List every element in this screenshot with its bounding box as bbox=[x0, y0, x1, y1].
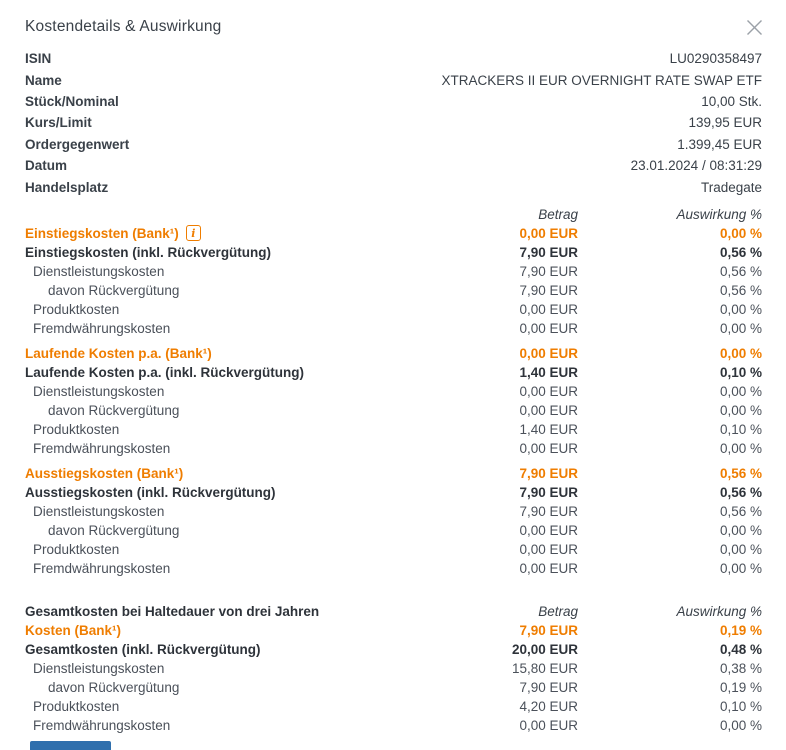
cost-row bbox=[25, 420, 762, 439]
cost-row bbox=[25, 697, 762, 716]
cost-row-label: Dienstleistungskosten bbox=[33, 263, 165, 279]
column-header-auswirkung: Auswirkung % bbox=[676, 206, 762, 222]
column-header-betrag: Betrag bbox=[538, 206, 578, 222]
cost-row-label: Ausstiegskosten (inkl. Rückvergütung) bbox=[25, 484, 276, 500]
cost-row-label-cell bbox=[48, 523, 428, 538]
order-info-label: Datum bbox=[25, 158, 68, 174]
amount-value: 0,00 EUR bbox=[519, 440, 578, 456]
info-icon[interactable]: i bbox=[186, 225, 201, 241]
cost-row bbox=[25, 464, 762, 483]
total-section-header bbox=[25, 602, 762, 621]
cost-row-label: Fremdwährungskosten bbox=[33, 717, 171, 733]
cost-sections bbox=[25, 224, 762, 578]
impact-value: 0,00 % bbox=[719, 522, 762, 538]
amount-value: 7,90 EUR bbox=[519, 282, 578, 298]
cost-row-label-cell bbox=[33, 441, 428, 456]
cost-row-label-cell bbox=[33, 661, 428, 676]
amount-value: 0,00 EUR bbox=[519, 560, 578, 576]
cost-row bbox=[25, 540, 762, 559]
amount-value: 0,00 EUR bbox=[519, 402, 578, 418]
impact-value: 0,56 % bbox=[719, 503, 762, 519]
cost-row-label: Produktkosten bbox=[33, 421, 120, 437]
order-info-row bbox=[25, 176, 762, 197]
cost-row-label-cell bbox=[33, 561, 428, 576]
cost-row bbox=[25, 439, 762, 458]
cost-row-label-cell bbox=[25, 485, 428, 500]
cost-row-label-cell bbox=[33, 264, 428, 279]
amount-value: 0,00 EUR bbox=[519, 301, 578, 317]
impact-value: 0,56 % bbox=[719, 263, 762, 279]
cost-row bbox=[25, 559, 762, 578]
cost-row bbox=[25, 502, 762, 521]
cost-row-label-cell bbox=[33, 504, 428, 519]
amount-value: 7,90 EUR bbox=[519, 465, 578, 481]
amount-value: 1,40 EUR bbox=[519, 421, 578, 437]
dialog-header bbox=[25, 18, 762, 39]
cost-row bbox=[25, 621, 762, 640]
impact-value: 0,00 % bbox=[719, 301, 762, 317]
cost-row-label: davon Rückvergütung bbox=[48, 679, 180, 695]
cost-row bbox=[25, 521, 762, 540]
cost-row bbox=[25, 300, 762, 319]
total-cost-block bbox=[25, 602, 762, 735]
cost-row-label-cell bbox=[25, 642, 428, 657]
order-info bbox=[25, 48, 762, 198]
cost-row-label-cell bbox=[33, 302, 428, 317]
impact-value: 0,19 % bbox=[719, 679, 762, 695]
amount-value: 4,20 EUR bbox=[519, 698, 578, 714]
impact-value: 0,38 % bbox=[719, 660, 762, 676]
cost-row-label-cell bbox=[33, 384, 428, 399]
cost-row-label-cell bbox=[25, 225, 428, 241]
order-info-value: 10,00 Stk. bbox=[701, 93, 762, 109]
cost-row-label-cell bbox=[33, 699, 428, 714]
amount-value: 7,90 EUR bbox=[519, 263, 578, 279]
impact-value: 0,00 % bbox=[719, 440, 762, 456]
cost-section bbox=[25, 344, 762, 458]
column-header-betrag-total: Betrag bbox=[538, 603, 578, 619]
cost-row-label: Gesamtkosten (inkl. Rückvergütung) bbox=[25, 641, 261, 657]
cost-row-label-cell bbox=[33, 718, 428, 733]
cost-row bbox=[25, 640, 762, 659]
cost-row bbox=[25, 678, 762, 697]
cost-row-label: davon Rückvergütung bbox=[48, 402, 180, 418]
impact-value: 0,00 % bbox=[719, 402, 762, 418]
impact-value: 0,10 % bbox=[719, 421, 762, 437]
bottom-button-partial[interactable] bbox=[30, 741, 111, 750]
cost-row-label: Kosten (Bank¹) bbox=[25, 622, 122, 638]
amount-value: 0,00 EUR bbox=[519, 320, 578, 336]
cost-row bbox=[25, 483, 762, 502]
impact-value: 0,48 % bbox=[719, 641, 762, 657]
order-info-label: Ordergegenwert bbox=[25, 136, 130, 152]
order-info-row bbox=[25, 134, 762, 155]
cost-row-label: Produktkosten bbox=[33, 698, 120, 714]
cost-row-label-cell bbox=[48, 680, 428, 695]
impact-value: 0,00 % bbox=[719, 560, 762, 576]
amount-value: 7,90 EUR bbox=[519, 622, 578, 638]
cost-row bbox=[25, 224, 762, 243]
order-info-value: XTRACKERS II EUR OVERNIGHT RATE SWAP ETF bbox=[441, 72, 762, 88]
cost-row bbox=[25, 659, 762, 678]
impact-value: 0,00 % bbox=[719, 320, 762, 336]
cost-row-label-cell bbox=[33, 542, 428, 557]
cost-row bbox=[25, 363, 762, 382]
cost-row bbox=[25, 716, 762, 735]
cost-row-label: Fremdwährungskosten bbox=[33, 440, 171, 456]
amount-value: 15,80 EUR bbox=[511, 660, 578, 676]
amount-value: 7,90 EUR bbox=[519, 679, 578, 695]
cost-row bbox=[25, 382, 762, 401]
cost-row-label: Fremdwährungskosten bbox=[33, 320, 171, 336]
total-section-title: Gesamtkosten bei Haltedauer von drei Jahren bbox=[25, 603, 320, 619]
amount-value: 0,00 EUR bbox=[519, 717, 578, 733]
order-info-value: 23.01.2024 / 08:31:29 bbox=[630, 158, 762, 174]
order-info-row bbox=[25, 48, 762, 69]
order-info-value: 139,95 EUR bbox=[688, 115, 762, 131]
cost-row bbox=[25, 262, 762, 281]
amount-value: 1,40 EUR bbox=[519, 364, 578, 380]
order-info-label: Kurs/Limit bbox=[25, 115, 92, 131]
order-info-row bbox=[25, 69, 762, 90]
cost-row-label: Dienstleistungskosten bbox=[33, 503, 165, 519]
impact-value: 0,00 % bbox=[719, 541, 762, 557]
cost-row bbox=[25, 319, 762, 338]
cost-row-label: Einstiegskosten (inkl. Rückvergütung) bbox=[25, 244, 272, 260]
amount-value: 20,00 EUR bbox=[511, 641, 578, 657]
cost-row-label-cell bbox=[48, 403, 428, 418]
cost-row-label: davon Rückvergütung bbox=[48, 282, 180, 298]
order-info-value: Tradegate bbox=[700, 179, 762, 195]
cost-row-label-cell bbox=[33, 422, 428, 437]
amount-value: 0,00 EUR bbox=[519, 522, 578, 538]
cost-row-label-cell bbox=[25, 623, 428, 638]
order-info-row bbox=[25, 112, 762, 133]
amount-value: 0,00 EUR bbox=[519, 541, 578, 557]
impact-value: 0,00 % bbox=[719, 225, 762, 241]
cost-row-label: Dienstleistungskosten bbox=[33, 660, 165, 676]
cost-row bbox=[25, 401, 762, 420]
cost-row-label: Einstiegskosten (Bank¹) bbox=[25, 225, 179, 241]
cost-section bbox=[25, 224, 762, 338]
cost-row-label-cell bbox=[25, 346, 428, 361]
cost-section bbox=[25, 464, 762, 578]
impact-value: 0,56 % bbox=[719, 465, 762, 481]
impact-value: 0,10 % bbox=[719, 364, 762, 380]
impact-value: 0,00 % bbox=[719, 717, 762, 733]
cost-row-label: Ausstiegskosten (Bank¹) bbox=[25, 465, 184, 481]
cost-row-label: Laufende Kosten p.a. (Bank¹) bbox=[25, 345, 212, 361]
amount-value: 0,00 EUR bbox=[519, 345, 578, 361]
amount-value: 7,90 EUR bbox=[519, 484, 578, 500]
cost-row-label-cell bbox=[33, 321, 428, 336]
cost-row-label-cell bbox=[48, 283, 428, 298]
cost-row-label: Produktkosten bbox=[33, 301, 120, 317]
impact-value: 0,56 % bbox=[719, 244, 762, 260]
cost-row-label: Laufende Kosten p.a. (inkl. Rückvergütung) bbox=[25, 364, 305, 380]
order-info-label: Name bbox=[25, 72, 62, 88]
impact-value: 0,00 % bbox=[719, 383, 762, 399]
order-info-label: Stück/Nominal bbox=[25, 93, 119, 109]
impact-value: 0,56 % bbox=[719, 484, 762, 500]
cost-row bbox=[25, 344, 762, 363]
cost-row bbox=[25, 281, 762, 300]
page-title: Kostendetails & Auswirkung bbox=[25, 18, 222, 35]
order-info-row bbox=[25, 155, 762, 176]
cost-row-label-cell bbox=[25, 245, 428, 260]
cost-row-label-cell bbox=[25, 365, 428, 380]
cost-row-label: Produktkosten bbox=[33, 541, 120, 557]
cost-row-label: Dienstleistungskosten bbox=[33, 383, 165, 399]
order-info-label: Handelsplatz bbox=[25, 179, 109, 195]
amount-value: 7,90 EUR bbox=[519, 244, 578, 260]
impact-value: 0,56 % bbox=[719, 282, 762, 298]
impact-value: 0,19 % bbox=[719, 622, 762, 638]
impact-value: 0,10 % bbox=[719, 698, 762, 714]
total-rows bbox=[25, 621, 762, 735]
cost-row-label: davon Rückvergütung bbox=[48, 522, 180, 538]
order-info-label: ISIN bbox=[25, 51, 52, 67]
cost-row-label-cell bbox=[25, 466, 428, 481]
column-header-auswirkung-total: Auswirkung % bbox=[676, 603, 762, 619]
cost-row bbox=[25, 243, 762, 262]
cost-table-column-headers bbox=[25, 205, 762, 224]
impact-value: 0,00 % bbox=[719, 345, 762, 361]
cost-row-label: Fremdwährungskosten bbox=[33, 560, 171, 576]
order-info-value: 1.399,45 EUR bbox=[677, 136, 762, 152]
close-button[interactable] bbox=[743, 16, 766, 39]
order-info-row bbox=[25, 91, 762, 112]
amount-value: 0,00 EUR bbox=[519, 383, 578, 399]
amount-value: 7,90 EUR bbox=[519, 503, 578, 519]
order-info-value: LU0290358497 bbox=[669, 51, 762, 67]
amount-value: 0,00 EUR bbox=[519, 225, 578, 241]
close-icon bbox=[745, 18, 764, 37]
